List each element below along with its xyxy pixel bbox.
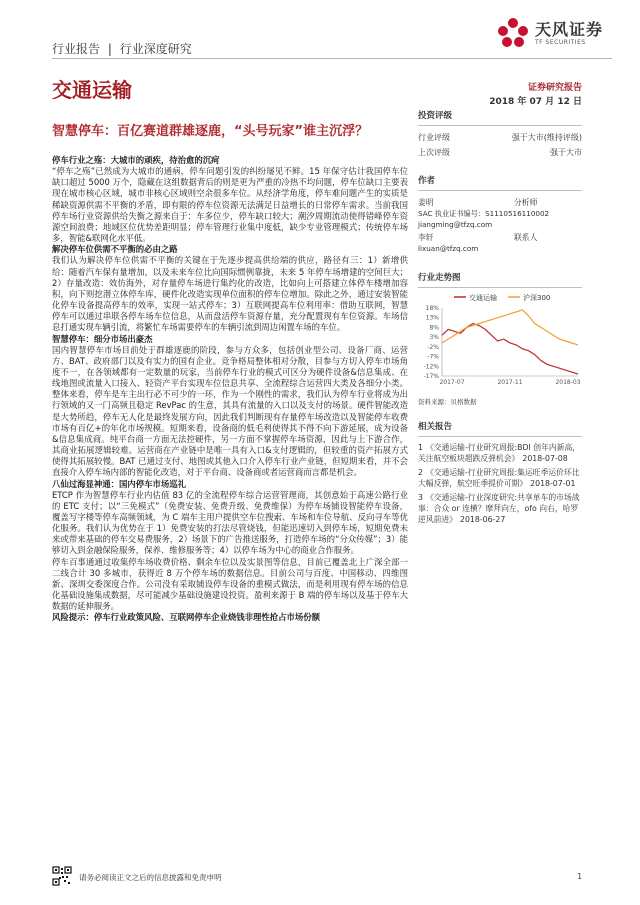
x-tick-label: 2017-07 xyxy=(439,379,465,386)
author-email[interactable]: lixuan@tfzq.com xyxy=(418,244,479,253)
page-number: 1 xyxy=(577,872,582,881)
author-role: 分析师 xyxy=(514,198,538,207)
report-subtype: 行业深度研究 xyxy=(119,42,192,56)
body-paragraph: 我们认为解决停车位供需不平衡的关键在于先逐步提高供给端的供应，路径有三：1）新增供给：随着汽车保有量增加，以及未来车位比向国际惯例靠拢，未来 5 年停车场增建的空间巨大；2）存量改造：效仿海外，对存量停车场进行集约化的改造，比如向上可搭建立体停车楼增加容积，向下则挖潜立体停车库，硬件化改造实现单位面积的停车位增加。除此之外，通过安装智能化停车设备提高停车的效率，实现一站式停车；3）互联网提高车位利用率：借助互联网，智慧停车可以通过串联各停车场车位信息，从而盘活停车资源存量，充分配置现有车位资源。车场信息打通实现车辆引流，将繁忙车场需要停车的车辆引流到周边闲置车场的车位。 xyxy=(52,255,408,333)
trend-divider xyxy=(418,287,582,288)
logo-cn: 天风证券 xyxy=(535,20,604,39)
trend-heading: 行业走势图 xyxy=(418,273,461,283)
body-paragraph: 停车百事通通过收集停车场收费价格、剩余车位以及实景图等信息，目前已覆盖北上广深全部一二线合计 30 多城市，获得近 8 万个停车场的数据信息。目前公司与百度、中国移动、四维图新、深圳交委深度合作。公司没有采取铺设停车设备的重模式做法，而是利用现有停车场的信息化基础设施集成数据，尽可能减少基础设施建设投资。盈利来源于 B 端的停车场以及基于停车大数据的延伸服务。 xyxy=(52,556,408,612)
related-list xyxy=(418,442,582,525)
series-line xyxy=(442,310,578,345)
author-heading: 作者 xyxy=(418,176,436,186)
rating-value: 强于大市(维持评级) xyxy=(511,133,582,142)
related-heading: 相关报告 xyxy=(418,422,453,432)
header-separator: | xyxy=(107,42,112,56)
author-name: 姜明 xyxy=(418,198,434,207)
rating-divider xyxy=(418,125,582,126)
related-title[interactable]: 《交通运输-行业深度研究:共享单车的市场战事：合众 or 连横？摩拜向左，ofo 向右，哈罗逆风前进》 xyxy=(418,493,580,524)
side-column xyxy=(418,109,582,528)
rating-label: 行业评级 xyxy=(418,133,450,142)
series-line xyxy=(442,324,578,375)
y-tick-label: 8% xyxy=(429,324,439,332)
body-paragraph: ETCP 作为智慧停车行业内估值 83 亿的全流程停车综合运营管理商，其创意始于高速公路行业的 ETC 支付；以“三免模式”（免费安装、免费升级、免费维保）为停车场铺设智能停车设备，覆盖写字楼等停车高频领域，为 C 端车主用户提供空车位搜索、车场和车位导航、反向寻车等优化服务。我们认为优势在于 1）免费安装的打法尽管烧钱，但能迅速切入到停车场，短期免费未来或带来基础的停车交易费服务，2）场景下的广告推送服务，打造停车场的“分众传媒”；3）能够切入到金融保险服务，保养、维修服务等；4）以停车场为中心的商业合作服务。 xyxy=(52,489,408,556)
logo-en: TF SECURITIES xyxy=(535,39,586,46)
chart-source: 资料来源：贝格数据 xyxy=(418,398,477,406)
related-index: 1 xyxy=(418,443,423,452)
rating-row xyxy=(418,147,582,158)
author-2 xyxy=(418,232,582,254)
rating-value: 强于大市 xyxy=(550,148,582,157)
author-divider xyxy=(418,190,582,191)
y-tick-label: -12% xyxy=(423,363,439,371)
risk-notice: 风险提示：停车行业政策风险、互联网停车企业烧钱非理性抢占市场份额 xyxy=(52,612,320,623)
logo-flower-icon xyxy=(495,15,531,51)
y-tick-label: -2% xyxy=(427,343,439,351)
trend-chart xyxy=(418,290,582,390)
disclaimer-notice: 请务必阅读正文之后的信息披露和免责申明 xyxy=(79,873,222,882)
header-rule xyxy=(52,58,612,59)
section-subheading: 解决停车位供需不平衡的必由之路 xyxy=(52,244,178,255)
related-index: 3 xyxy=(418,493,423,502)
rating-row xyxy=(418,132,582,143)
legend-label: 交通运输 xyxy=(469,294,497,302)
y-tick-label: -17% xyxy=(423,373,439,380)
rating-label: 上次评级 xyxy=(418,148,450,157)
rating-heading: 投资评级 xyxy=(418,111,453,121)
x-tick-label: 2018-03 xyxy=(555,379,581,386)
body-paragraph: 国内智慧停车市场目前处于群雄逐鹿的阶段，参与方众多，包括创业型公司、设备厂商、运营方、BAT、政府部门以及有实力的国有企业。竞争格局整体相对分散，目参与方切入停车市场角度不一，在各领域都有一定数量的玩家，当前停车行业的模式可区分为硬件设备&信息集成、在线地图或流量入口接入、轻资产平台实现车位信息共享、全流程综合运营四大类及各细分小类。整体来看，停车是车主出行必不可少的一环，作为一个刚性的需求，我们认为停车行业将成为出行领域的又一门高频且稳定 RevPac 的生意，其具有流量的入口以及支付的场景。硬件智能改造是大势所趋，停车无人化是最终发展方向，因此我们判断现有存量停车场改造以及智能停车收费市场有百亿+的年化市场规模。短期来看，设备商的低毛利使得其不得不向下游延展，成为设备&信息集成商。纯平台商一方面无法控硬件，另一方面不掌握停车场资源，因此与上下游合作，其商业拓展逻辑较难。运营商在产业链中是唯一具有入口&支付逻辑的，但较重的资产拓展方式使得其拓展较慢。BAT 已通过支付、地图或其他入口介入停车行业产业链，但短期来看，并不会直接介入停车场内部的智能化改造，对于平台商、设备商或者运营商而言都是机会。 xyxy=(52,344,408,478)
y-tick-label: 18% xyxy=(425,305,439,312)
related-report[interactable] xyxy=(418,467,582,489)
report-label: 证券研究报告 xyxy=(527,83,582,93)
x-tick-label: 2017-11 xyxy=(497,379,523,386)
section-subheading: 八仙过海显神通：国内停车市场巡礼 xyxy=(52,478,186,489)
related-date: 2018-06-27 xyxy=(459,515,506,524)
author-role: 联系人 xyxy=(514,233,538,242)
legend-label: 沪深300 xyxy=(523,294,551,302)
sector-title: 交通运输 xyxy=(52,78,132,102)
section-subheading: 智慧停车：细分市场出豪杰 xyxy=(52,333,153,344)
body-paragraph: “停车之殇”已然成为大城市的通病，停车问题引发的纠纷屡见不鲜。15 年保守估计我国停车位缺口超过 5000 万个，隐藏在这组数据背后的则是更为严重的冷热不均问题，停车位缺口主要表现在城市核心区域，城市非核心区域则空余很多车位。从经济学角度，停车难问题产生的实质是稀缺资源供需不平衡的矛盾，即有限的停车位资源无法满足日益增长的日常停车需求。当前我国停车场行业资源供给失衡之源来自于：车多位少，停车缺口较大；潮汐周期流动使得错峰停车资源空间浪费；地域区位优势差距明显；停车管理行业集中度低，缺少专业管理模式；传统停车场多，智能&联网化水平低。 xyxy=(52,166,408,244)
author-name: 李轩 xyxy=(418,233,434,242)
related-report[interactable] xyxy=(418,442,582,464)
author-email[interactable]: jiangming@tfzq.com xyxy=(418,220,493,229)
report-date: 2018 年 07 月 12 日 xyxy=(489,97,582,107)
related-index: 2 xyxy=(418,468,423,477)
related-divider xyxy=(418,436,582,437)
related-date: 2018-07-08 xyxy=(522,454,568,463)
related-report[interactable] xyxy=(418,492,582,525)
author-1 xyxy=(418,197,582,230)
related-title[interactable]: 《交通运输-行业研究周报:BDI 创年内新高，关注航空板块超跌反弹机会》 xyxy=(418,443,581,463)
qr-code-icon xyxy=(52,866,72,886)
qr-code xyxy=(52,866,72,886)
report-title: 智慧停车：百亿赛道群雄逐鹿，“头号玩家”谁主沉浮？ xyxy=(52,124,369,139)
main-body xyxy=(52,155,408,624)
related-title[interactable]: 《交通运输-行业研究周报:集运旺季运价环比大幅反弹，航空旺季提价可期》 xyxy=(418,468,580,488)
y-tick-label: 13% xyxy=(425,314,439,322)
logo xyxy=(495,15,620,51)
author-cert: SAC 执业证书编号：S1110516110002 xyxy=(418,209,550,218)
report-type-header xyxy=(52,40,192,57)
y-tick-label: -7% xyxy=(427,353,439,361)
report-type: 行业报告 xyxy=(52,42,101,56)
y-tick-label: 3% xyxy=(429,334,439,342)
related-date: 2018-07-01 xyxy=(530,479,576,488)
section-subheading: 停车行业之殇：大城市的顽疾，待治愈的沉疴 xyxy=(52,155,220,165)
